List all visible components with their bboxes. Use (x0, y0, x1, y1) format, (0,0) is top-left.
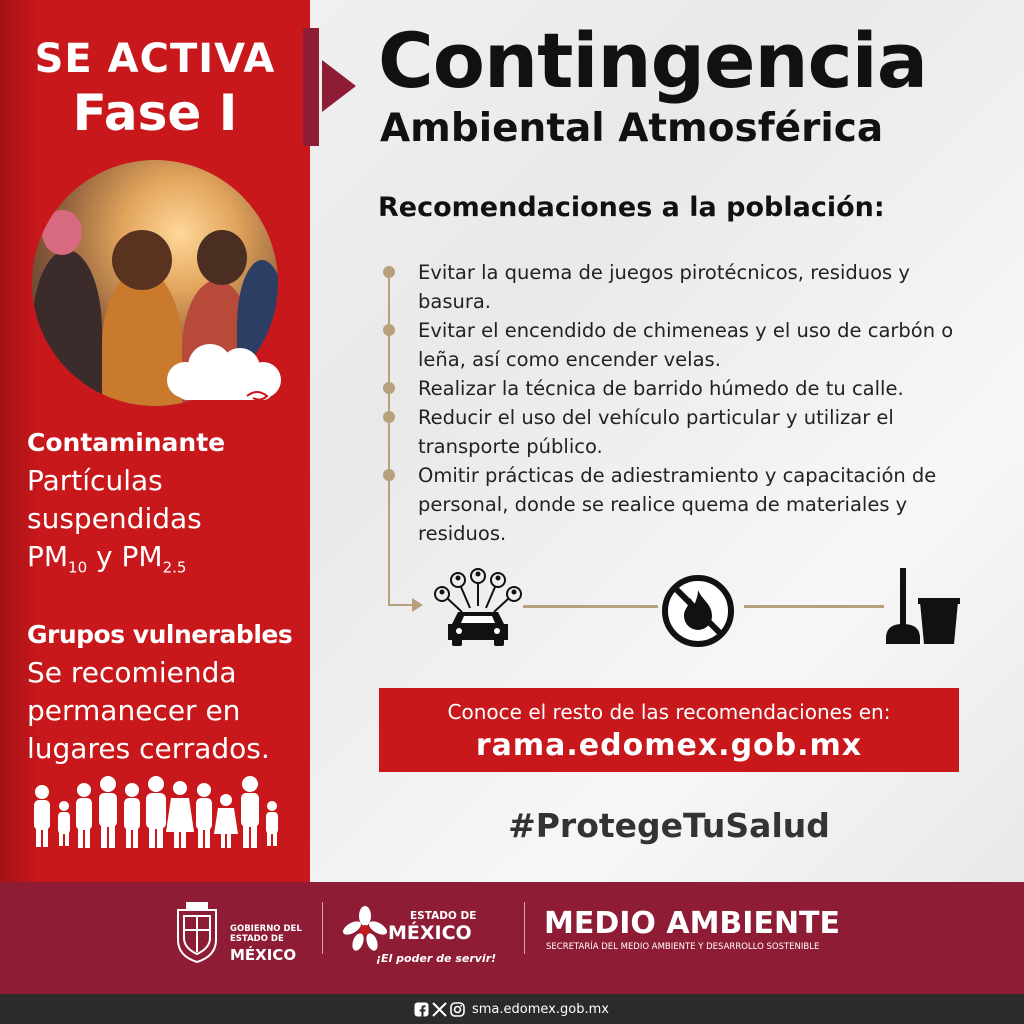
mexico-text: MÉXICO (388, 922, 472, 944)
mop-bucket-icon (880, 566, 962, 650)
page-title: Contingencia (378, 16, 928, 105)
gobierno-mexico-text: MÉXICO (230, 946, 297, 964)
contaminante-line: Partículas (27, 464, 163, 497)
medio-ambiente-title: MEDIO AMBIENTE (544, 906, 841, 941)
facebook-icon[interactable] (414, 1002, 429, 1017)
footer-divider (322, 902, 323, 954)
footer-divider (524, 902, 525, 954)
recommendations-heading: Recomendaciones a la población: (378, 192, 885, 223)
contaminante-label: Contaminante (27, 428, 226, 457)
cloud-icon (155, 338, 295, 408)
list-item: Reducir el uso del vehículo particular y utilizar el transporte público. (380, 403, 970, 461)
bullet-icon (383, 266, 395, 278)
icon-connector (744, 605, 884, 608)
cta-banner (379, 688, 959, 772)
grupos-text (27, 654, 270, 768)
page-subtitle: Ambiental Atmosférica (380, 106, 884, 151)
icon-connector (523, 605, 658, 608)
list-item: Evitar el encendido de chimeneas y el uso de carbón o leña, así como encender velas. (380, 316, 970, 374)
flower-logo-icon (340, 904, 390, 952)
social-links (414, 999, 609, 1019)
footer (0, 882, 1024, 994)
bullet-icon (383, 469, 395, 481)
estado-logo (340, 900, 510, 970)
grupos-line: Se recomienda (27, 656, 237, 689)
website-link[interactable]: sma.edomex.gob.mx (472, 1001, 609, 1017)
instagram-icon[interactable] (450, 1002, 465, 1017)
title-accent-bar (303, 28, 319, 146)
secretaria-text: SECRETARÍA DEL MEDIO AMBIENTE Y DESARROLLO SOSTENIBLE (546, 942, 820, 952)
list-item: Realizar la técnica de barrido húmedo de tu calle. (380, 374, 970, 403)
timeline-line (388, 604, 414, 606)
list-item: Evitar la quema de juegos pirotécnicos, residuos y basura. (380, 258, 970, 316)
recommendations-list (380, 258, 970, 548)
cta-link[interactable]: rama.edomex.gob.mx (475, 728, 863, 763)
coat-of-arms-icon (172, 900, 222, 964)
timeline-arrow-icon (412, 598, 423, 612)
pm-values: $PM_{10}$ y $PM_{2.5}$ (27, 540, 187, 577)
list-item: Omitir prácticas de adiestramiento y capacitación de personal, donde se realice quema de materiales y residuos. (380, 461, 970, 548)
se-activa-label: SE ACTIVA (34, 36, 276, 82)
grupos-line: lugares cerrados. (27, 732, 270, 765)
social-bar (0, 994, 1024, 1024)
grupos-label: Grupos vulnerables (27, 620, 293, 649)
gobierno-logo (172, 900, 312, 970)
contaminante-line: suspendidas (27, 502, 202, 535)
no-fire-icon (656, 574, 740, 648)
bullet-icon (383, 324, 395, 336)
bullet-icon (383, 411, 395, 423)
cta-text: Conoce el resto de las recomendaciones en: (447, 700, 891, 724)
title-arrow-icon (322, 60, 356, 112)
bullet-icon (383, 382, 395, 394)
gobierno-text: GOBIERNO DEL ESTADO DE (230, 924, 302, 944)
slogan-text: ¡El poder de servir! (376, 952, 497, 965)
people-group-icon (28, 772, 288, 852)
contaminante-text (27, 462, 202, 587)
hashtag: #ProtegeTuSalud (508, 806, 830, 845)
estado-text: ESTADO DE (410, 910, 477, 922)
left-panel (0, 0, 310, 882)
grupos-line: permanecer en (27, 694, 241, 727)
x-icon[interactable] (432, 1002, 447, 1017)
fase-label: Fase I (72, 84, 238, 142)
car-sharing-icon (432, 568, 524, 648)
